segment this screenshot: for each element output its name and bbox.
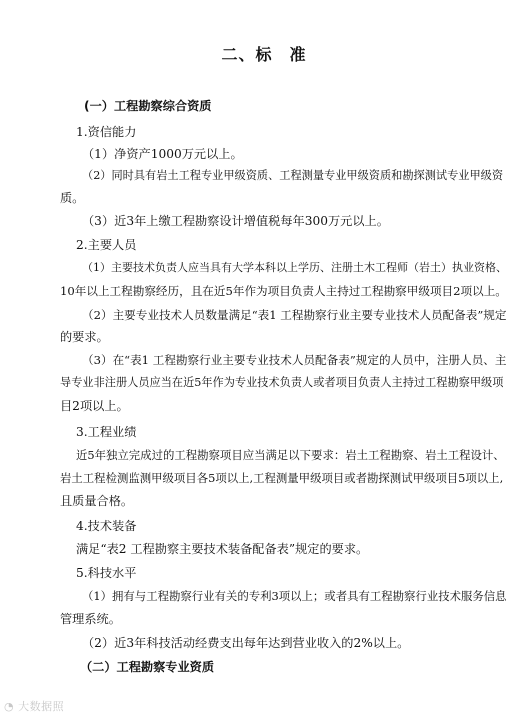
paragraph-line: 质。 (60, 191, 85, 205)
item-heading-performance: 3.工程业绩 (76, 425, 137, 439)
item-heading-credit: 1.资信能力 (76, 125, 137, 139)
paragraph-line: （1）净资产1000万元以上。 (82, 147, 243, 161)
paragraph-line: （1）主要技术负责人应当具有大学本科以上学历、注册土木工程师（岩土）执业资格、 (82, 261, 507, 274)
paragraph-line: （2）同时具有岩土工程专业甲级资质、工程测量专业甲级资质和勘探测试专业甲级资 (82, 169, 504, 182)
paragraph-line: 的要求。 (60, 330, 109, 344)
page-title: 二、标 准 (221, 45, 307, 64)
section-heading-1: (一）工程勘察综合资质 (84, 99, 212, 113)
item-heading-personnel: 2.主要人员 (76, 238, 137, 252)
paragraph-line: 岩土工程检测监测甲级项目各5项以上,工程测量甲级项目或者勘探测试甲级项目5项以上, (60, 471, 504, 485)
paragraph-line: （1）拥有与工程勘察行业有关的专利3项以上；或者具有工程勘察行业技术服务信息 (82, 589, 507, 603)
watermark-label: 大数据照 (18, 700, 65, 713)
paragraph-line: （2）近3年科技活动经费支出每年达到营业收入的2%以上。 (82, 636, 410, 650)
paragraph-line: （3）近3年上缴工程勘察设计增值税每年300万元以上。 (82, 214, 389, 228)
paragraph-line: （3）在“表1 工程勘察行业主要专业技术人员配备表”规定的人员中，注册人员、主 (82, 353, 507, 367)
section-heading-2: （二）工程勘察专业资质 (80, 660, 215, 674)
paragraph-line: 10年以上工程勘察经历，且在近5年作为项目负责人主持过工程勘察甲级项目2项以上。 (60, 284, 507, 298)
paragraph-line: 管理系统。 (60, 612, 121, 626)
paragraph-line: （2）主要专业技术人员数量满足“表1 工程勘察行业主要专业技术人员配备表”规定 (82, 308, 507, 322)
paragraph-line: 导专业非注册人员应当在近5年作为专业技术负责人或者项目负责人主持过工程勘察甲级项 (60, 376, 504, 389)
paragraph-line: 目2项以上。 (60, 399, 129, 413)
item-heading-technology: 5.科技水平 (76, 566, 137, 580)
paragraph-line: 且质量合格。 (60, 494, 134, 508)
item-heading-equipment: 4.技术装备 (76, 519, 137, 533)
paragraph-line: 近5年独立完成过的工程勘察项目应当满足以下要求：岩土工程勘察、岩土工程设计、 (76, 448, 505, 462)
paragraph-line: 满足“表2 工程勘察主要技术装备配备表”规定的要求。 (76, 542, 369, 556)
watermark-icon: ◔ (4, 700, 15, 713)
watermark (4, 698, 64, 714)
